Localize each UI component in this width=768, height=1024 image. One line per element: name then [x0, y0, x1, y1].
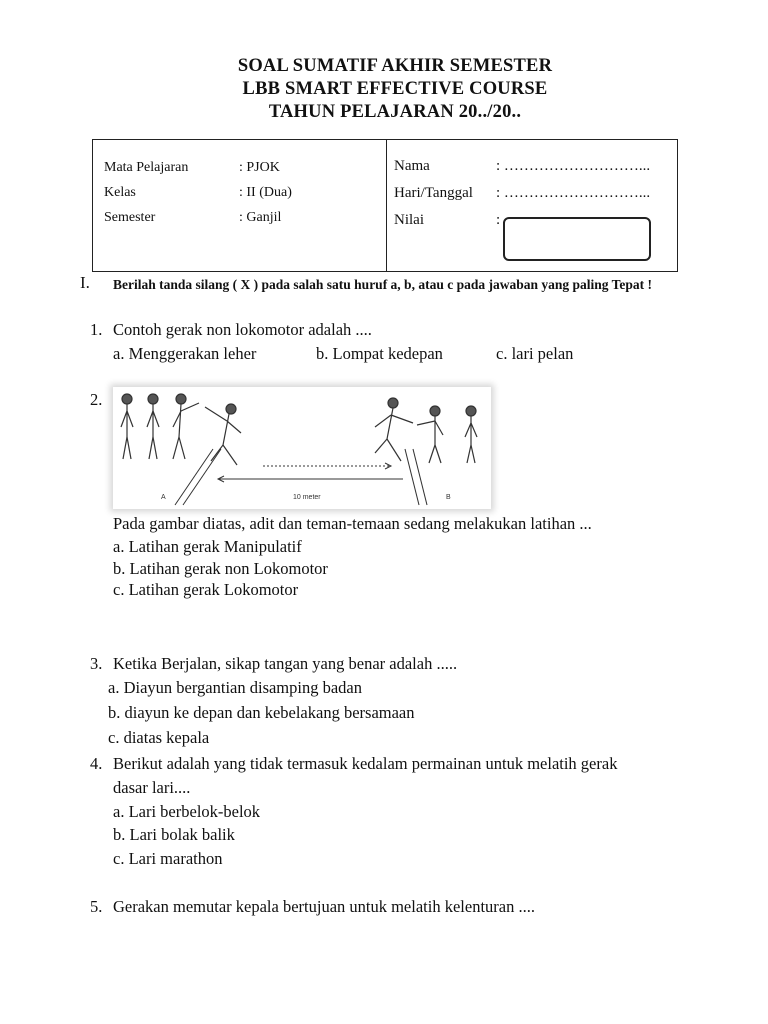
score-box[interactable]	[503, 217, 651, 261]
child-figure-2	[147, 394, 159, 459]
class-label: Kelas	[104, 185, 136, 200]
question-4-option-a[interactable]: a. Lari berbelok-belok	[113, 802, 261, 821]
question-3-text: Ketika Berjalan, sikap tangan yang benar adalah .....	[113, 654, 458, 673]
score-colon: :	[496, 212, 501, 228]
semester-label: Semester	[104, 210, 156, 225]
shuttle-run-illustration	[113, 387, 491, 509]
question-2-option-b[interactable]: b. Latihan gerak non Lokomotor	[113, 559, 328, 578]
question-4-text: Berikut adalah yang tidak termasuk kedalam permainan untuk melatih gerak	[113, 754, 618, 773]
question-4-option-b[interactable]: b. Lari bolak balik	[113, 825, 235, 844]
start-line-b	[405, 449, 419, 505]
identity-table	[92, 139, 678, 272]
question-5-number: 5.	[90, 897, 103, 916]
question-4-number: 4.	[90, 754, 103, 773]
name-field[interactable]: : ………………………...	[496, 158, 651, 174]
question-3-option-a[interactable]: a. Diayun bergantian disamping badan	[108, 678, 363, 697]
name-label: Nama	[394, 158, 430, 174]
child-figure-3	[173, 394, 199, 459]
date-label: Hari/Tanggal	[394, 185, 473, 201]
title-block	[0, 55, 768, 124]
title-line-2: LBB SMART EFFECTIVE COURSE	[242, 79, 548, 99]
question-3-option-b[interactable]: b. diayun ke depan dan kebelakang bersamaan	[108, 703, 415, 722]
figure-label-a: A	[161, 494, 166, 501]
table-divider	[386, 140, 387, 271]
question-2-option-c[interactable]: c. Latihan gerak Lokomotor	[113, 580, 299, 599]
figure-label-b: B	[446, 494, 451, 501]
child-runner-right	[375, 398, 413, 461]
child-figure-1	[121, 394, 133, 459]
title-line-3: TAHUN PELAJARAN 20../20..	[268, 102, 522, 122]
subject-label: Mata Pelajaran	[104, 160, 189, 175]
child-figure-4	[417, 406, 443, 463]
question-1-text: Contoh gerak non lokomotor adalah ....	[113, 320, 372, 339]
child-figure-5	[465, 406, 477, 463]
question-1-option-b[interactable]: b. Lompat kedepan	[316, 344, 443, 363]
question-4-option-c[interactable]: c. Lari marathon	[113, 849, 223, 868]
section-number: I.	[80, 273, 90, 292]
title-line-1: SOAL SUMATIF AKHIR SEMESTER	[237, 56, 553, 76]
question-1-option-c[interactable]: c. lari pelan	[496, 344, 574, 363]
question-3-number: 3.	[90, 654, 103, 673]
question-1-number: 1.	[90, 320, 103, 339]
question-2-number: 2.	[90, 390, 103, 409]
figure-distance-label: 10 meter	[293, 494, 321, 501]
question-5-text: Gerakan memutar kepala bertujuan untuk melatih kelenturan ....	[113, 897, 535, 916]
question-2-text: Pada gambar diatas, adit dan teman-temaan sedang melakukan latihan ...	[113, 514, 592, 533]
class-value: : II (Dua)	[239, 185, 292, 200]
question-4-text-cont: dasar lari....	[113, 778, 191, 797]
date-field[interactable]: : ………………………...	[496, 185, 651, 201]
start-line-a	[175, 449, 213, 505]
child-runner-left	[205, 404, 241, 465]
question-3-option-c[interactable]: c. diatas kepala	[108, 728, 210, 747]
subject-value: : PJOK	[239, 160, 280, 175]
question-1-option-a[interactable]: a. Menggerakan leher	[113, 344, 257, 363]
question-2-option-a[interactable]: a. Latihan gerak Manipulatif	[113, 537, 302, 556]
semester-value: : Ganjil	[239, 210, 282, 225]
section-instruction: Berilah tanda silang ( X ) pada salah satu huruf a, b, atau c pada jawaban yang paling Tepat !	[113, 277, 653, 292]
start-line-a-2	[183, 449, 221, 505]
score-label: Nilai	[394, 212, 424, 228]
start-line-b-2	[413, 449, 427, 505]
shuttle-run-figure	[113, 387, 491, 509]
